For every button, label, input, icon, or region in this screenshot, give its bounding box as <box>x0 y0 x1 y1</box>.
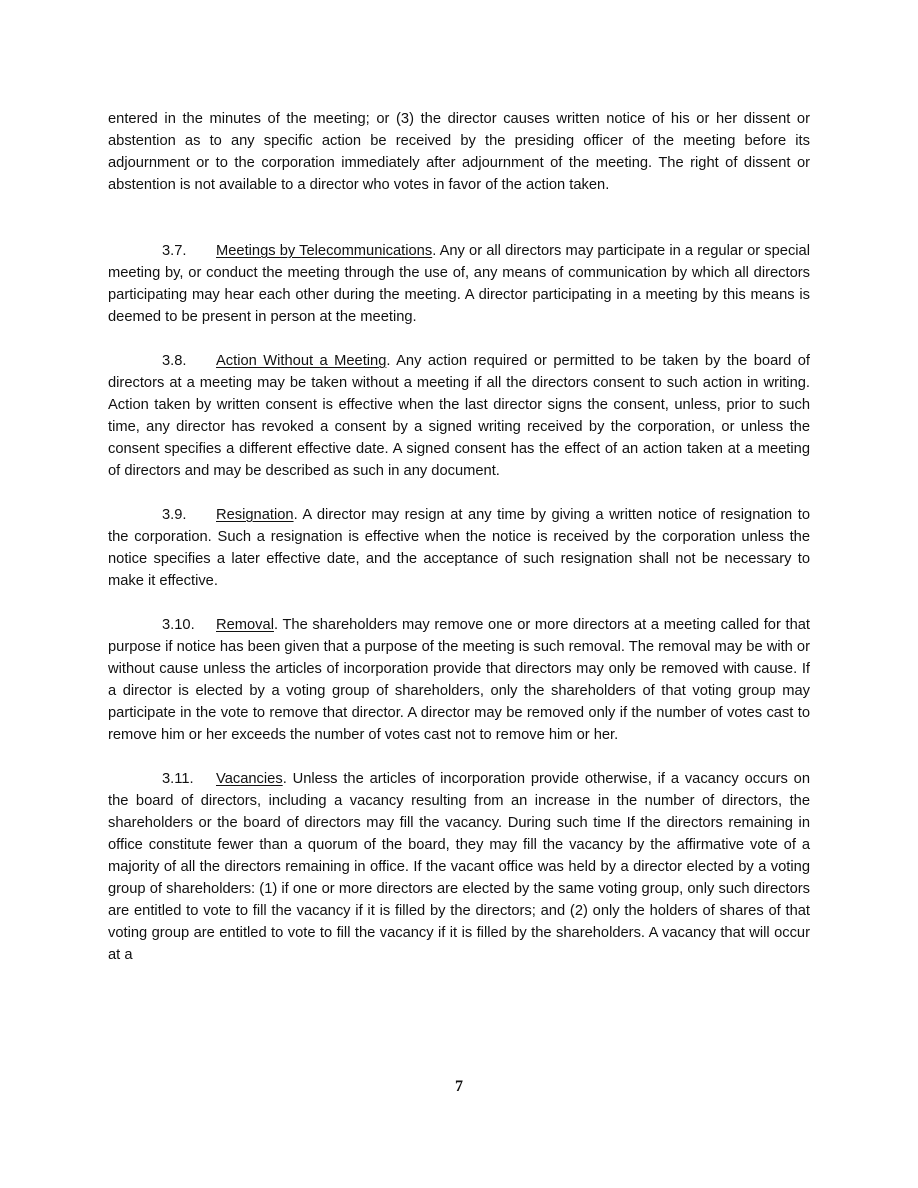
section-text: . Any action required or permitted to be taken by the board of directors at a meeting may be taken without a meeting if all the directors consent to such action in writing. Action taken by written consent is effective when the last director signs the consent, unless, prior to such time, any director has revoked a consent by a signed writing received by the corporation, or unless the consent specifies a different effective date. A signed consent has the effect of an action taken at a meeting of directors and may be described as such in any document. <box>108 353 810 479</box>
section-number: 3.10. <box>162 617 195 633</box>
section-title: Vacancies <box>216 771 283 787</box>
section-3-10 <box>108 614 810 746</box>
section-number: 3.8. <box>162 353 187 369</box>
page-number: 7 <box>455 1078 463 1095</box>
section-text: . A director may resign at any time by giving a written notice of resignation to the corporation. Such a resignation is effective when the notice is received by the corporation unless the notice specifies a later effective date, and the acceptance of such resignation shall not be necessary to make it effective. <box>108 507 810 589</box>
section-title: Meetings by Telecommunications <box>216 243 433 259</box>
section-3-8 <box>108 350 810 482</box>
section-3-7 <box>108 240 810 328</box>
section-text: . Unless the articles of incorporation provide otherwise, if a vacancy occurs on the board of directors, including a vacancy resulting from an increase in the number of directors, the shareholders or the board of directors may fill the vacancy. During such time If the directors remaining in office constitute fewer than a quorum of the board, they may fill the vacancy by the affirmative vote of a majority of all the directors remaining in office. If the vacant office was held by a director elected by a voting group of shareholders: (1) if one or more directors are elected by the same voting group, only such directors are entitled to vote to fill the vacancy if it is filled by the directors; and (2) only the holders of shares of that voting group are entitled to vote to fill the vacancy if it is filled by the shareholders. A vacancy that will occur at a <box>108 771 810 963</box>
section-number: 3.11. <box>162 771 194 787</box>
section-3-9 <box>108 504 810 592</box>
section-text: . The shareholders may remove one or more directors at a meeting called for that purpose if notice has been given that a purpose of the meeting is such removal. The removal may be with or without cause unless the articles of incorporation provide that directors may only be removed with cause. If a director is elected by a voting group of shareholders, only the shareholders of that voting group may participate in the vote to remove that director. A director may be removed only if the number of votes cast to remove him or her exceeds the number of votes cast not to remove him or her. <box>108 617 810 743</box>
section-number: 3.9. <box>162 507 187 523</box>
intro-paragraph: entered in the minutes of the meeting; or (3) the director causes written notice of his or her dissent or abstention as to any specific action be received by the presiding officer of the meeting before its adjournment or to the corporation immediately after adjournment of the meeting. The right of dissent or abstention is not available to a director who votes in favor of the action taken. <box>108 111 810 193</box>
section-title: Action Without a Meeting <box>216 353 387 369</box>
page-body <box>108 108 810 966</box>
section-title: Removal <box>216 617 274 633</box>
section-3-11 <box>108 768 810 966</box>
section-text: . Any or all directors may participate in a regular or special meeting by, or conduct the meeting through the use of, any means of communication by which all directors participating may hear each other during the meeting. A director participating in a meeting by this means is deemed to be present in person at the meeting. <box>108 243 810 325</box>
section-number: 3.7. <box>162 243 187 259</box>
section-title: Resignation <box>216 507 294 523</box>
